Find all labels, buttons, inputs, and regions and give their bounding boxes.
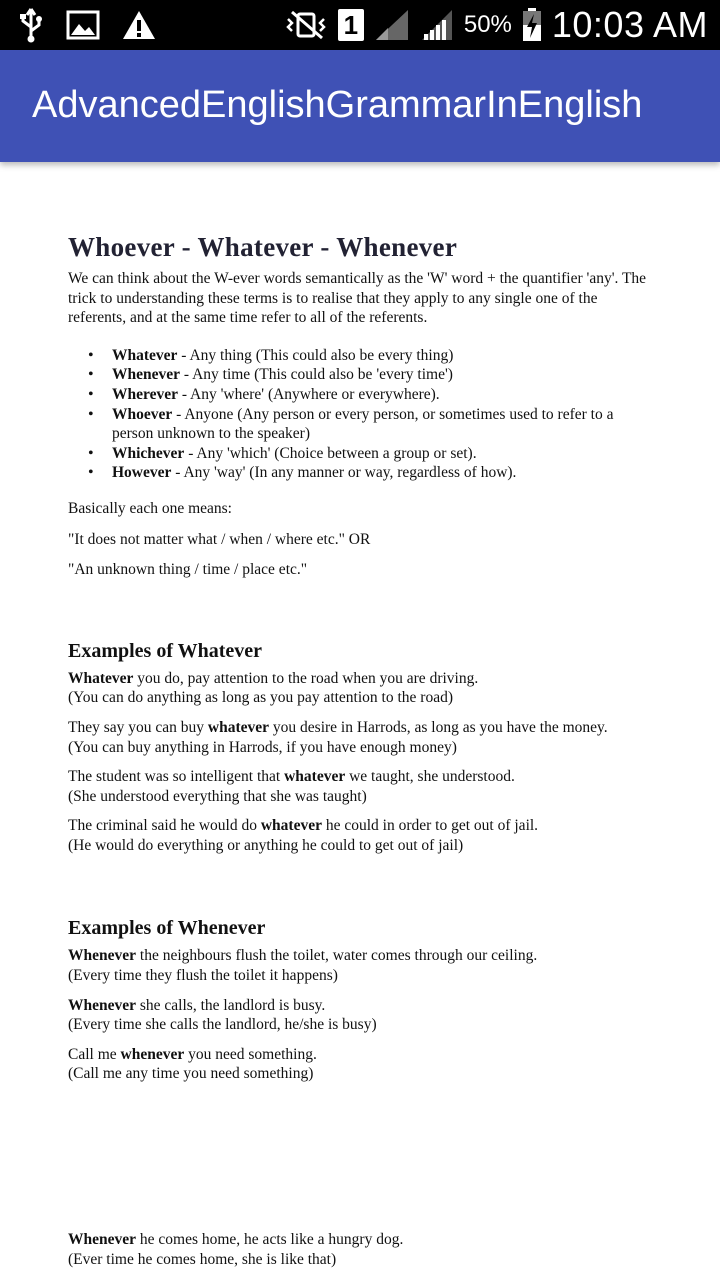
definition-text: - Any time (This could also be 'every time') (180, 366, 453, 384)
example-sentence: Whenever he comes home, he acts like a hungry dog. (68, 1231, 404, 1249)
document-view[interactable] (0, 162, 720, 1280)
battery-percent: 50% (463, 11, 512, 38)
example-sentence: Whenever the neighbours flush the toilet, water comes through our ceiling. (68, 947, 538, 965)
example-note: (You can buy anything in Harrods, if you have enough money) (68, 738, 457, 756)
document-title: Whoever - Whatever - Whenever (68, 232, 458, 262)
meaning-text: "An unknown thing / time / place etc." (68, 561, 308, 579)
definition-term: Whoever (112, 405, 173, 423)
example-note: (He would do everything or anything he could to get out of jail) (68, 836, 464, 854)
example-block (68, 669, 648, 708)
definition-text: - Any 'way' (In any manner or way, regardless of how). (171, 464, 517, 482)
example-note: (You can do anything as long as you pay attention to the road) (68, 689, 453, 707)
list-item (88, 444, 648, 464)
status-right-icons (284, 0, 708, 50)
definition-text: - Anyone (Any person or every person, or sometimes used to refer to a person unknown to the speaker) (112, 405, 614, 443)
example-sentence: They say you can buy whatever you desire in Harrods, as long as you have the money. (68, 718, 608, 736)
signal-sim1-icon (374, 8, 410, 42)
example-sentence: The student was so intelligent that whatever we taught, she understood. (68, 768, 515, 786)
example-sentence: The criminal said he would do whatever he could in order to get out of jail. (68, 817, 539, 835)
status-bar (0, 0, 720, 50)
meaning-text: "It does not matter what / when / where etc." OR (68, 530, 371, 548)
document-content (68, 232, 648, 1279)
example-block (68, 996, 648, 1035)
list-item (88, 365, 648, 385)
example-sentence: Whatever you do, pay attention to the road when you are driving. (68, 669, 479, 687)
definition-term: Whatever (112, 346, 178, 364)
app-bar (0, 50, 720, 162)
list-item (88, 346, 648, 366)
clock: 10:03 AM (551, 4, 708, 45)
definition-term: Wherever (112, 385, 178, 403)
basically-text: Basically each one means: (68, 499, 232, 517)
signal-sim2-icon (420, 8, 454, 42)
list-item (88, 463, 648, 483)
example-note: (Call me any time you need something) (68, 1065, 314, 1083)
example-block (68, 816, 648, 855)
status-left-icons (18, 6, 156, 44)
definition-term: Whenever (112, 366, 181, 384)
example-note: (Ever time he comes home, she is like that) (68, 1250, 337, 1268)
battery-charging-icon (522, 8, 542, 42)
example-block (68, 767, 648, 806)
section-heading-whatever: Examples of Whatever (68, 639, 263, 662)
sim-slot-badge: 1 (338, 9, 364, 41)
definition-term: However (112, 464, 172, 482)
usb-icon (18, 7, 44, 43)
definition-text: - Any 'which' (Choice between a group or set). (184, 444, 477, 462)
example-note: (Every time she calls the landlord, he/she is busy) (68, 1016, 377, 1034)
example-sentence: Whenever she calls, the landlord is busy. (68, 996, 326, 1014)
example-block (68, 946, 648, 985)
definition-term: Whichever (112, 444, 185, 462)
definition-list (88, 346, 648, 483)
vibrate-mute-icon (284, 10, 328, 40)
image-icon (66, 10, 100, 40)
list-item (88, 405, 648, 444)
example-block (68, 1230, 648, 1269)
list-item (88, 385, 648, 405)
definition-text: - Any thing (This could also be every thing) (177, 346, 454, 364)
example-note: (Every time they flush the toilet it happens) (68, 967, 338, 985)
example-sentence: Call me whenever you need something. (68, 1045, 317, 1063)
warning-icon (122, 9, 156, 41)
example-block (68, 718, 648, 757)
example-block (68, 1045, 648, 1084)
example-note: (She understood everything that she was taught) (68, 787, 367, 805)
app-title: AdvancedEnglishGrammarInEnglish (32, 84, 643, 126)
intro-paragraph: We can think about the W-ever words semantically as the 'W' word + the quantifier 'any'. The trick to understanding these terms is to realise that they apply to any single one of the referents, and at the same time refer to all of the referents. (68, 270, 647, 327)
section-heading-whenever: Examples of Whenever (68, 917, 266, 940)
definition-text: - Any 'where' (Anywhere or everywhere). (178, 385, 440, 403)
